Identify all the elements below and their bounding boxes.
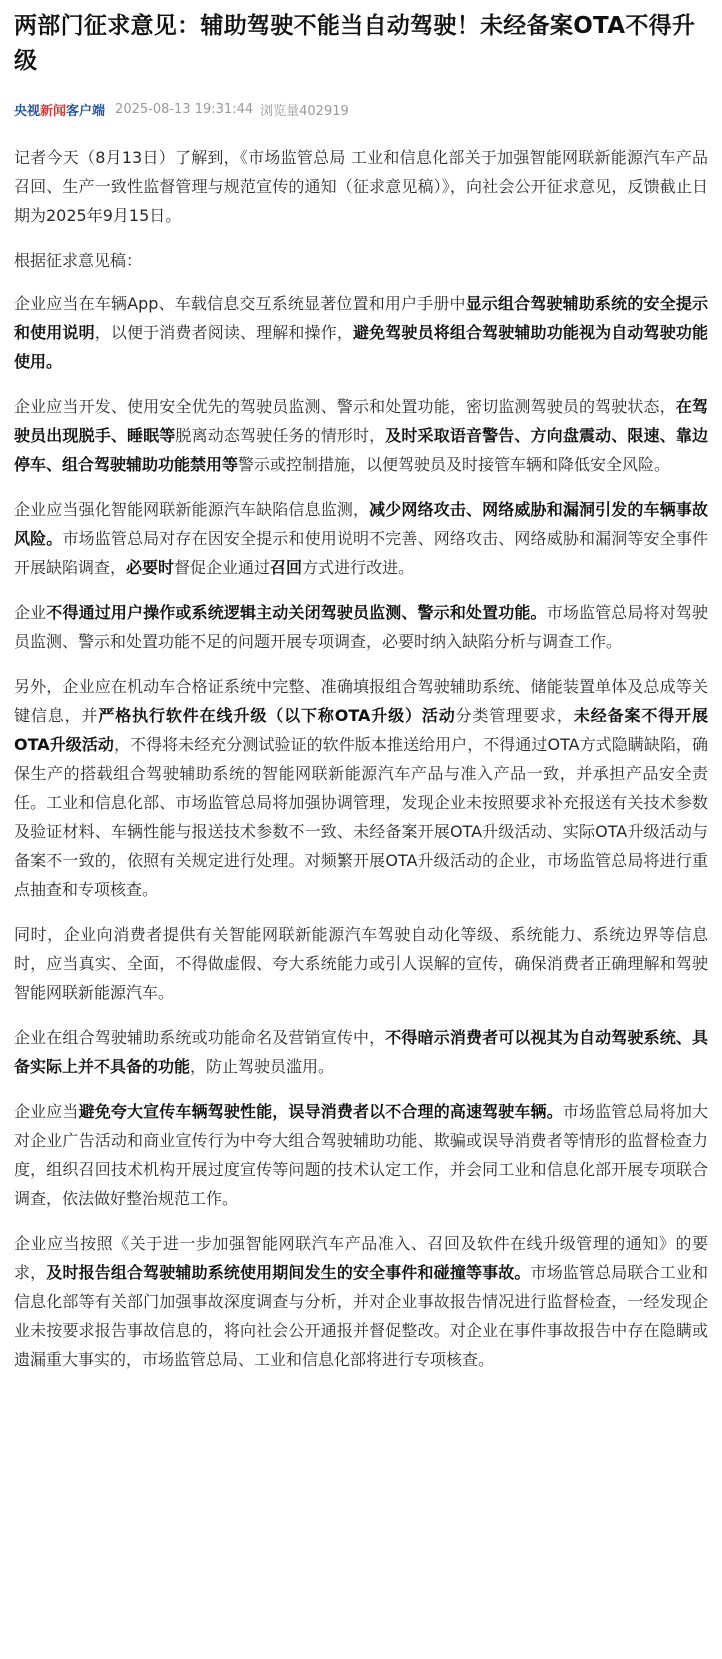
paragraph-text: 脱离动态驾驶任务的情形时，	[175, 426, 386, 445]
article-meta	[14, 97, 708, 121]
article-paragraph	[14, 1229, 708, 1374]
emphasis-text: 不得暗示消费者可以视其为自动驾驶系统、具备实际上并不具备的功能	[14, 1028, 708, 1076]
paragraph-text: ，以便于消费者阅读、理解和操作，	[94, 323, 353, 342]
paragraph-text: 另外，企业应在机动车合格证系统中完整、准确填报组合驾驶辅助系统、储能装置单体及总成等关键信息，并	[14, 677, 708, 725]
view-count: 浏览量402919	[260, 103, 349, 119]
publish-time: 2025-08-13 19:31:44	[115, 101, 254, 117]
emphasis-text: 召回	[270, 558, 303, 577]
emphasis-text: 及时采取语音警告、方向盘震动、限速、靠边停车、组合驾驶辅助功能禁用等	[14, 426, 708, 474]
emphasis-text: 减少网络攻击、网络威胁和漏洞引发的车辆事故风险。	[14, 500, 708, 548]
paragraph-text: 企业应当在车辆App、车载信息交互系统显著位置和用户手册中	[14, 294, 466, 313]
article-paragraph	[14, 143, 708, 230]
paragraph-text: 企业在组合驾驶辅助系统或功能命名及营销宣传中，	[14, 1028, 386, 1047]
source-link[interactable]	[14, 100, 105, 119]
emphasis-text: 避免夸大宣传车辆驾驶性能，误导消费者以不合理的高速驾驶车辆。	[78, 1102, 563, 1121]
source-name-part2: 新闻	[40, 103, 67, 119]
emphasis-text: 未经备案不得开展OTA升级活动	[14, 706, 708, 754]
paragraph-text: 市场监管总局对存在因安全提示和使用说明不完善、网络攻击、网络威胁和漏洞等安全事件开展缺陷调查，	[14, 529, 708, 577]
paragraph-text: ，不得将未经充分测试验证的软件版本推送给用户，不得通过OTA方式隐瞒缺陷，确保生产的搭载组合驾驶辅助系统的智能网联新能源汽车产品与准入产品一致，并承担产品安全责任。工业和信息化部、市场监管总局将加强协调管理，发现企业未按照要求补充报送有关技术参数及验证材料、车辆性能与报送技术参数不一致、未经备案开展OTA升级活动、实际OTA升级活动与备案不一致的，依照有关规定进行处理。对频繁开展OTA升级活动的企业，市场监管总局将进行重点抽查和专项核查。	[14, 735, 708, 899]
source-name-part3: 客户端	[66, 103, 106, 119]
emphasis-text: 及时报告组合驾驶辅助系统使用期间发生的安全事件和碰撞等事故。	[46, 1263, 531, 1282]
article-title: 两部门征求意见：辅助驾驶不能当自动驾驶！未经备案OTA不得升级	[14, 13, 696, 74]
article-paragraph	[14, 289, 708, 376]
paragraph-text: 督促企业通过	[174, 558, 271, 577]
paragraph-text: ，防止驾驶员滥用。	[190, 1057, 335, 1076]
paragraph-text: 市场监管总局将加大对企业广告活动和商业宣传行为中夸大组合驾驶辅助功能、欺骗或误导消费者等情形的监督检查力度，组织召回技术机构开展过度宣传等问题的技术认定工作，并会同工业和信息化部开展专项联合调查，依法做好整治规范工作。	[14, 1102, 708, 1208]
paragraph-text: 同时，企业向消费者提供有关智能网联新能源汽车驾驶自动化等级、系统能力、系统边界等信息时，应当真实、全面，不得做虚假、夸大系统能力或引人误解的宣传，确保消费者正确理解和驾驶智能网联新能源汽车。	[14, 925, 708, 1002]
article-paragraph	[14, 598, 708, 656]
paragraph-text: 企业应当	[14, 1102, 79, 1121]
paragraph-text: 市场监管总局将对驾驶员监测、警示和处置功能不足的问题开展专项调查，必要时纳入缺陷分析与调查工作。	[14, 603, 708, 651]
paragraph-text: 企业应当开发、使用安全优先的驾驶员监测、警示和处置功能，密切监测驾驶员的驾驶状态，	[14, 397, 676, 416]
article-paragraph	[14, 1097, 708, 1213]
emphasis-text: 不得通过用户操作或系统逻辑主动关闭驾驶员监测、警示和处置功能。	[46, 603, 547, 622]
emphasis-text: 显示组合驾驶辅助系统的安全提示和使用说明	[14, 294, 708, 342]
paragraph-text: 记者今天（8月13日）了解到，《市场监管总局 工业和信息化部关于加强智能网联新能源汽车产品召回、生产一致性监督管理与规范宣传的通知（征求意见稿）》，向社会公开征求意见，反馈截止日期为2025年9月15日。	[14, 148, 708, 225]
emphasis-text: 严格执行软件在线升级（以下称OTA升级）活动	[98, 706, 456, 725]
emphasis-text: 在驾驶员出现脱手、睡眠等	[14, 397, 708, 445]
paragraph-text: 分类管理要求，	[455, 706, 574, 725]
article-paragraph	[14, 1023, 708, 1081]
paragraph-text: 企业应当按照《关于进一步加强智能网联汽车产品准入、召回及软件在线升级管理的通知》的要求，	[14, 1234, 708, 1282]
paragraph-text: 方式进行改进。	[302, 558, 415, 577]
paragraph-text: 企业应当强化智能网联新能源汽车缺陷信息监测，	[14, 500, 370, 519]
article-paragraph	[14, 392, 708, 479]
paragraph-text: 根据征求意见稿：	[14, 251, 143, 270]
paragraph-text: 市场监管总局联合工业和信息化部等有关部门加强事故深度调查与分析，并对企业事故报告情况进行监督检查，一经发现企业未按要求报告事故信息的，将向社会公开通报并督促整改。对企业在事件事故报告中存在隐瞒或遗漏重大事实的，市场监管总局、工业和信息化部将进行专项核查。	[14, 1263, 708, 1369]
source-name-part1: 央视	[14, 103, 41, 119]
emphasis-text: 避免驾驶员将组合驾驶辅助功能视为自动驾驶功能使用。	[14, 323, 708, 371]
article-paragraph	[14, 246, 708, 275]
article-paragraph	[14, 672, 708, 904]
article-paragraph	[14, 920, 708, 1007]
article-paragraph	[14, 495, 708, 582]
emphasis-text: 必要时	[126, 558, 175, 577]
article-body	[14, 143, 708, 1374]
paragraph-text: 警示或控制措施，以便驾驶员及时接管车辆和降低安全风险。	[238, 455, 671, 474]
paragraph-text: 企业	[14, 603, 47, 622]
